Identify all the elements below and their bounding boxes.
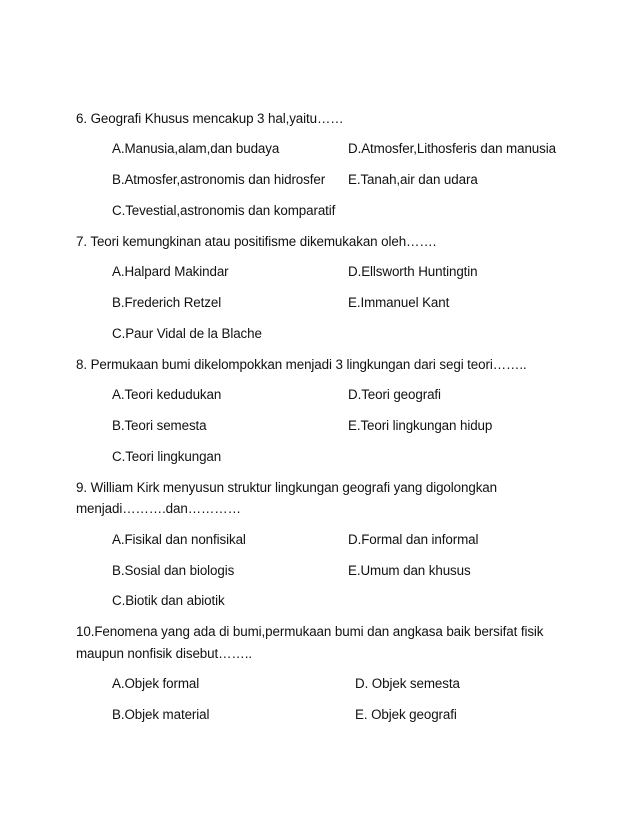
question-8-option-e: E.Teori lingkungan hidup (348, 418, 493, 433)
question-7-option-d: D.Ellsworth Huntingtin (348, 264, 478, 279)
question-7-option-e: E.Immanuel Kant (348, 295, 450, 310)
question-6-prompt: 6. Geografi Khusus mencakup 3 hal,yaitu…… (76, 111, 344, 126)
question-9-option-b: B.Sosial dan biologis (112, 563, 235, 578)
question-7-prompt: 7. Teori kemungkinan atau positifisme dikemukakan oleh……. (76, 234, 437, 249)
question-7-option-b: B.Frederich Retzel (112, 295, 222, 310)
question-9-option-a: A.Fisikal dan nonfisikal (112, 532, 246, 547)
question-8-option-a: A.Teori kedudukan (112, 387, 222, 402)
question-10-option-b: B.Objek material (112, 707, 210, 722)
question-9-option-e: E.Umum dan khusus (348, 563, 471, 578)
question-6-option-c: C.Tevestial,astronomis dan komparatif (112, 203, 336, 218)
question-6-option-b: B.Atmosfer,astronomis dan hidrosfer (112, 172, 326, 187)
question-9-prompt-line-2: menjadi……….dan………… (76, 501, 241, 516)
question-6-option-d: D.Atmosfer,Lithosferis dan manusia (348, 141, 556, 156)
question-9-option-d: D.Formal dan informal (348, 532, 479, 547)
question-10-option-a: A.Objek formal (112, 676, 200, 691)
question-8-option-c: C.Teori lingkungan (112, 449, 222, 464)
question-8-option-d: D.Teori geografi (348, 387, 441, 402)
question-10-prompt-line-2: maupun nonfisik disebut…….. (76, 646, 252, 661)
question-6-option-a: A.Manusia,alam,dan budaya (112, 141, 280, 156)
question-7-option-a: A.Halpard Makindar (112, 264, 229, 279)
question-10-prompt-line-1: 10.Fenomena yang ada di bumi,permukaan bumi dan angkasa baik bersifat fisik (76, 624, 544, 639)
question-7-option-c: C.Paur Vidal de la Blache (112, 326, 262, 341)
question-10-option-d: D. Objek semesta (355, 676, 460, 691)
question-8-option-b: B.Teori semesta (112, 418, 207, 433)
question-9-option-c: C.Biotik dan abiotik (112, 593, 225, 608)
question-10-option-e: E. Objek geografi (355, 707, 457, 722)
question-9-prompt-line-1: 9. William Kirk menyusun struktur lingkungan geografi yang digolongkan (76, 480, 497, 495)
question-6-option-e: E.Tanah,air dan udara (348, 172, 478, 187)
question-8-prompt: 8. Permukaan bumi dikelompokkan menjadi 3 lingkungan dari segi teori…….. (76, 357, 527, 372)
